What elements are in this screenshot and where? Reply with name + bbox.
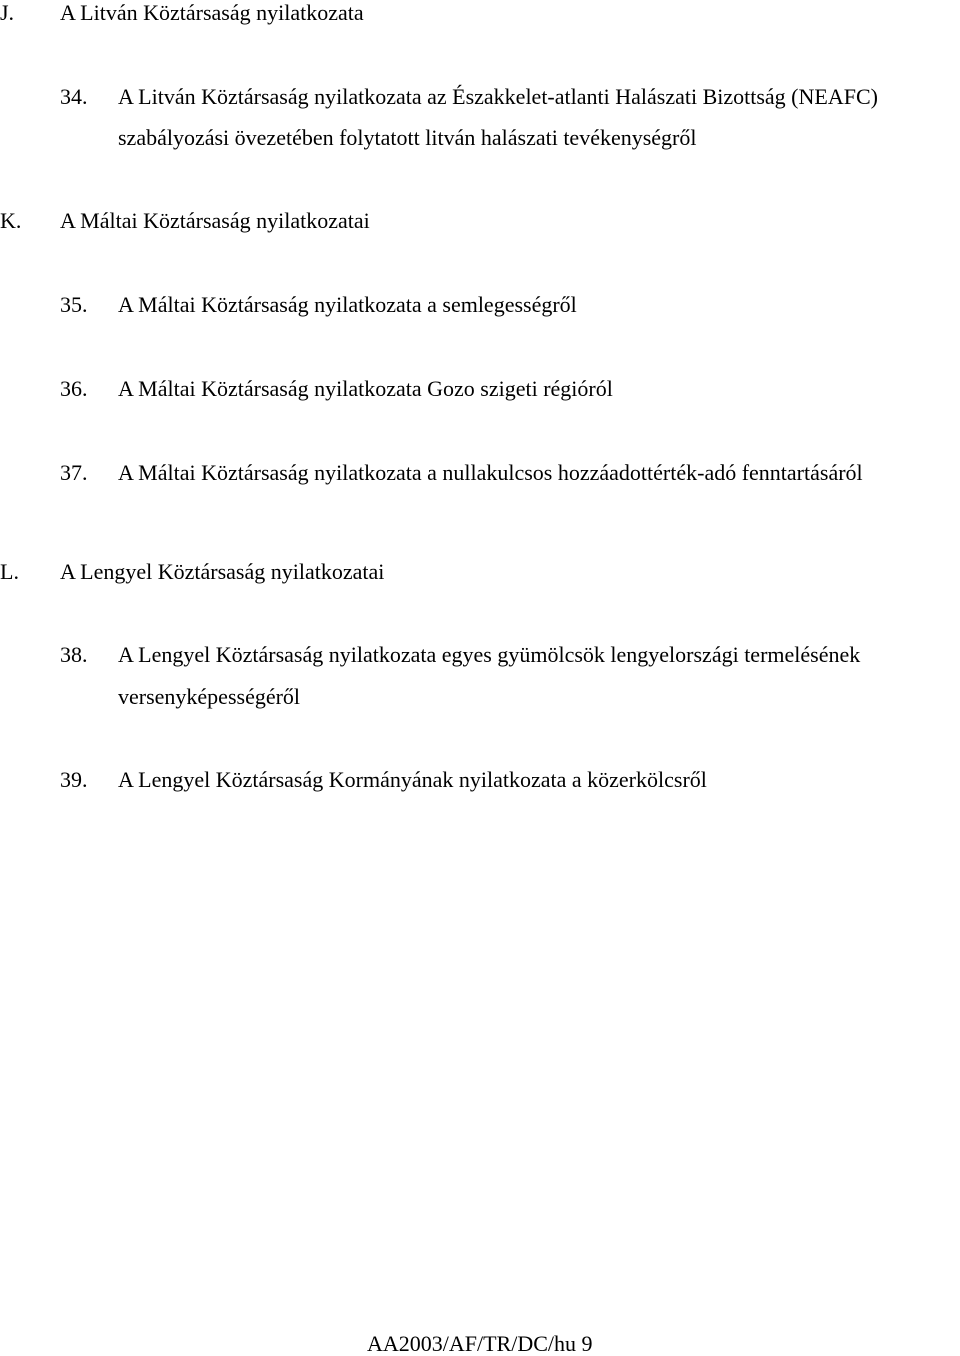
section-title-l: A Lengyel Köztársaság nyilatkozatai: [60, 559, 385, 584]
item-text-37: A Máltai Köztársaság nyilatkozata a nullakulcsos hozzáadottérték-adó fenntartásáról: [118, 460, 863, 485]
document-reference-footer: AA2003/AF/TR/DC/hu 9: [367, 1331, 593, 1356]
item-text-39: A Lengyel Köztársaság Kormányának nyilatkozata a közerkölcsről: [118, 767, 707, 792]
item-text-38-line-2: versenyképességéről: [118, 684, 301, 709]
item-number-38: 38.: [60, 642, 88, 667]
item-text-34-line-2: szabályozási övezetében folytatott litván halászati tevékenységről: [118, 125, 697, 150]
section-letter-l: L.: [0, 559, 19, 584]
item-number-37: 37.: [60, 460, 88, 485]
item-text-35: A Máltai Köztársaság nyilatkozata a semlegességről: [118, 292, 577, 317]
item-number-36: 36.: [60, 376, 88, 401]
section-letter-j: J.: [0, 0, 15, 25]
section-title-k: A Máltai Köztársaság nyilatkozatai: [60, 208, 370, 233]
section-title-j: A Litván Köztársaság nyilatkozata: [60, 0, 364, 25]
item-number-39: 39.: [60, 767, 88, 792]
item-number-34: 34.: [60, 84, 88, 109]
section-letter-k: K.: [0, 208, 22, 233]
item-number-35: 35.: [60, 292, 88, 317]
item-text-38-line-1: A Lengyel Köztársaság nyilatkozata egyes gyümölcsök lengyelországi termelésének: [118, 642, 861, 667]
item-text-34-line-1: A Litván Köztársaság nyilatkozata az Északkelet-atlanti Halászati Bizottság (NEAFC): [118, 84, 878, 109]
item-text-36: A Máltai Köztársaság nyilatkozata Gozo szigeti régióról: [118, 376, 613, 401]
